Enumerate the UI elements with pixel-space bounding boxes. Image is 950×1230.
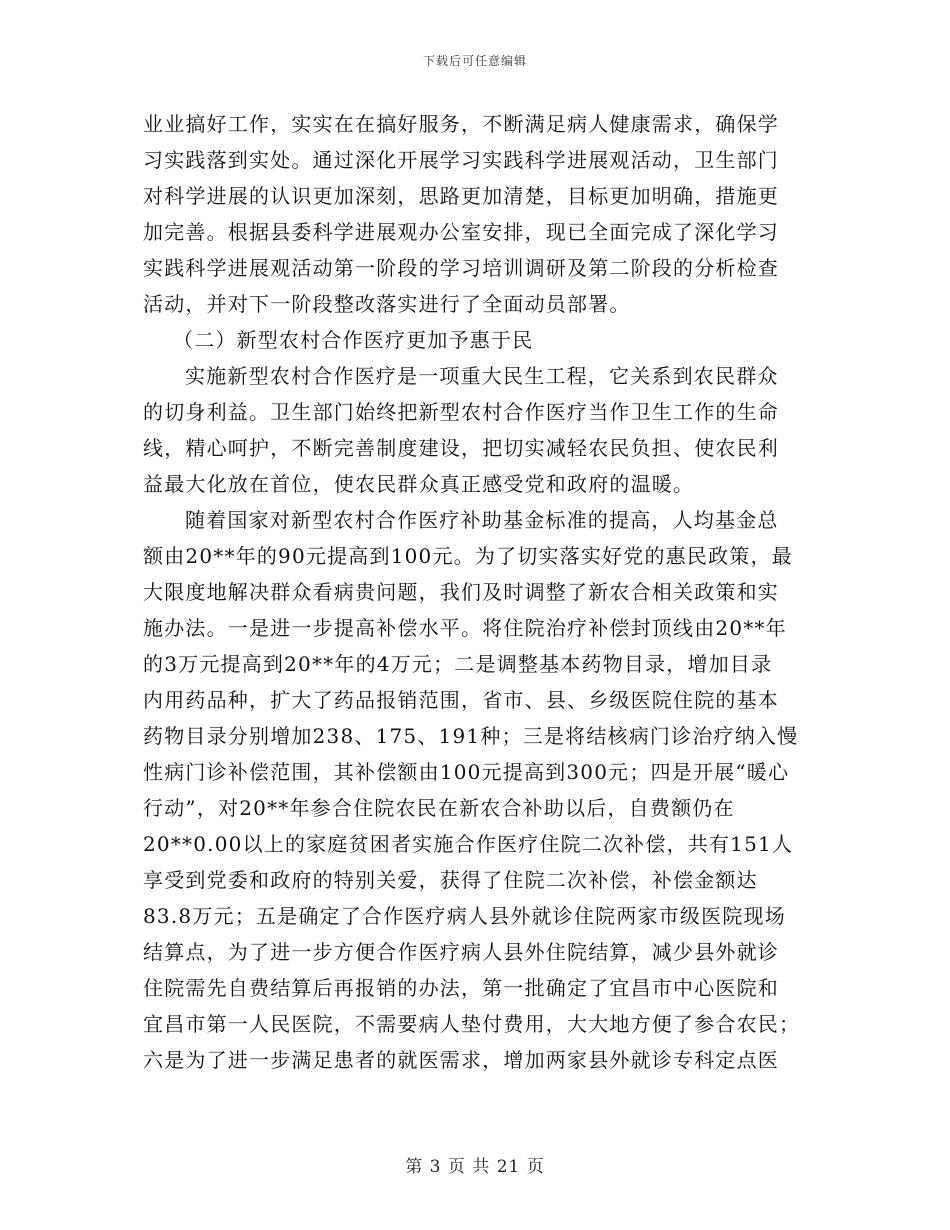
document-body — [143, 106, 803, 1078]
text-line: 的切身利益。卫生部门始终把新型农村合作医疗当作卫生工作的生命 — [143, 400, 779, 424]
text-line: 习实践落到实处。通过深化开展学习实践科学进展观活动，卫生部门 — [143, 148, 779, 172]
text-line: 83.8万元；五是确定了合作医疗病人县外就诊住院两家市级医院现场 — [143, 904, 786, 928]
text-line: 线，精心呵护，不断完善制度建设，把切实减轻农民负担、使农民利 — [143, 436, 779, 460]
text-line: 性病门诊补偿范围，其补偿额由100元提高到300元；四是开展“暖心 — [143, 760, 790, 784]
text-line: 实践科学进展观活动第一阶段的学习培训调研及第二阶段的分析检查 — [143, 256, 779, 280]
text-line: 六是为了进一步满足患者的就医需求，增加两家县外就诊专科定点医 — [143, 1048, 779, 1072]
text-line: 内用药品种，扩大了药品报销范围，省市、县、乡级医院住院的基本 — [143, 688, 779, 712]
text-line: 益最大化放在首位，使农民群众真正感受党和政府的温暖。 — [143, 472, 695, 496]
text-line: 宜昌市第一人民医院，不需要病人垫付费用，大大地方便了参合农民； — [143, 1012, 801, 1036]
text-line: 行动”，对20**年参合住院农民在新农合补助以后，自费额仍在 — [143, 796, 735, 820]
text-line: 住院需先自费结算后再报销的办法，第一批确定了宜昌市中心医院和 — [143, 976, 779, 1000]
text-line: 20**0.00以上的家庭贫困者实施合作医疗住院二次补偿，共有151人 — [143, 832, 794, 856]
text-line: 加完善。根据县委科学进展观办公室安排，现已全面完成了深化学习 — [143, 220, 779, 244]
page-number: 第 3 页 共 21 页 — [405, 1157, 545, 1177]
text-line: 实施新型农村合作医疗是一项重大民生工程，它关系到农民群众 — [185, 364, 779, 388]
text-line: 业业搞好工作，实实在在搞好服务，不断满足病人健康需求，确保学 — [143, 112, 779, 136]
section-heading: （二）新型农村合作医疗更加予惠于民 — [173, 328, 534, 352]
text-line: 享受到党委和政府的特别关爱，获得了住院二次补偿，补偿金额达 — [143, 868, 758, 892]
text-line: 施办法。一是进一步提高补偿水平。将住院治疗补偿封顶线由20**年 — [143, 616, 787, 640]
text-line: 的3万元提高到20**年的4万元；二是调整基本药物目录，增加目录 — [143, 652, 773, 676]
text-line: 结算点，为了进一步方便合作医疗病人县外住院结算，减少县外就诊 — [143, 940, 779, 964]
text-line: 活动，并对下一阶段整改落实进行了全面动员部署。 — [143, 292, 631, 316]
text-line: 药物目录分别增加238、175、191种；三是将结核病门诊治疗纳入慢 — [143, 724, 799, 748]
text-line: 大限度地解决群众看病贵问题，我们及时调整了新农合相关政策和实 — [143, 580, 779, 604]
text-line: 随着国家对新型农村合作医疗补助基金标准的提高，人均基金总 — [185, 508, 779, 532]
text-line: 对科学进展的认识更加深刻，思路更加清楚，目标更加明确，措施更 — [143, 184, 779, 208]
page-header: 下载后可任意编辑 — [422, 54, 527, 68]
text-line: 额由20**年的90元提高到100元。为了切实落实好党的惠民政策，最 — [143, 544, 793, 568]
